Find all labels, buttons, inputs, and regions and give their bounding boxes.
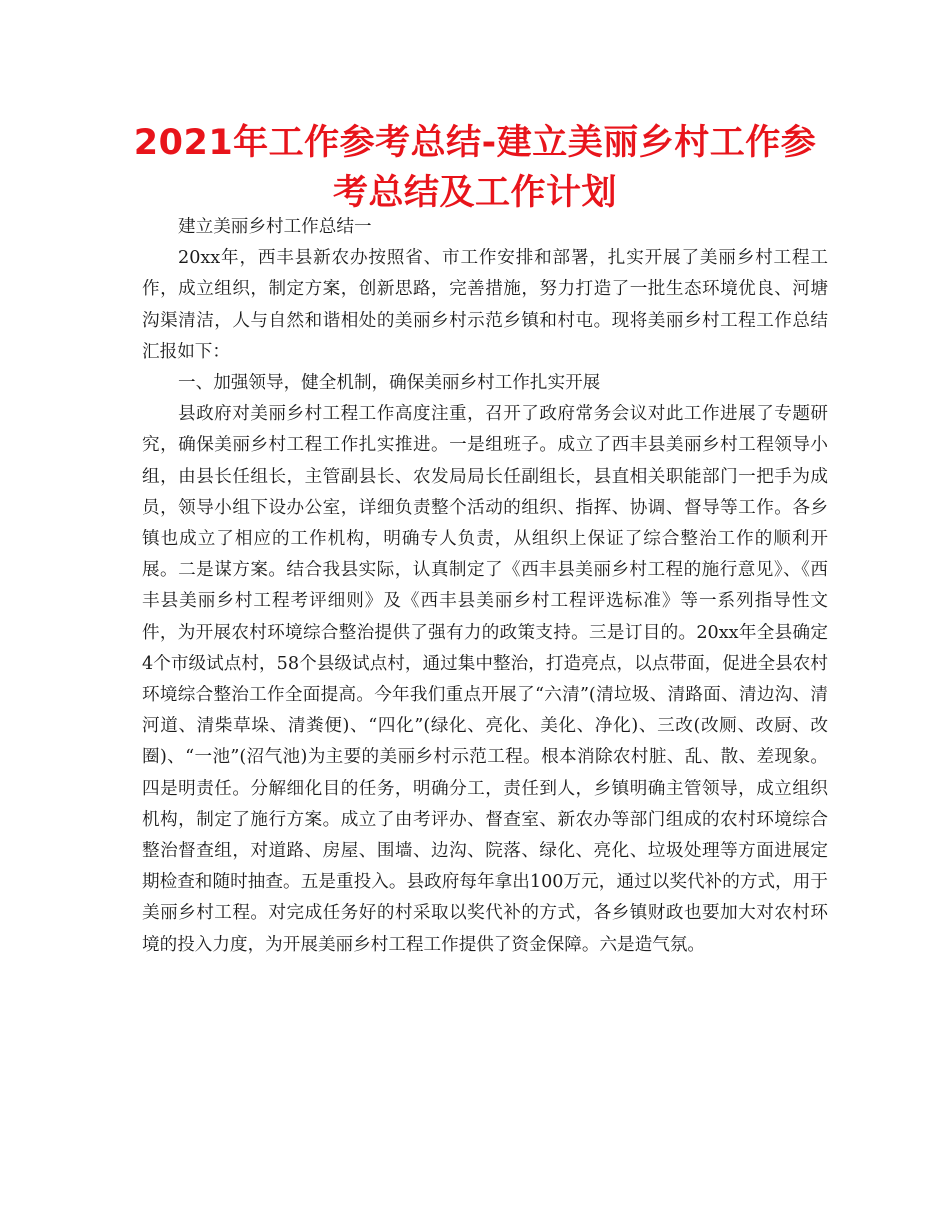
section-heading: 建立美丽乡村工作总结一 xyxy=(178,217,372,237)
document-body xyxy=(142,212,828,961)
section-heading: 一、加强领导，健全机制，确保美丽乡村工作扎实开展 xyxy=(178,373,601,394)
body-paragraph: 县政府对美丽乡村工程工作高度注重，召开了政府常务会议对此工作进展了专题研究，确保美丽乡村工程工作扎实推进。一是组班子。成立了西丰县美丽乡村工程领导小组，由县长任组长，主管副县长、农发局局长任副组长，县直相关职能部门一把手为成员，领导小组下设办公室，详细负责整个活动的组织、指挥、协调、督导等工作。各乡镇也成立了相应的工作机构，明确专人负责，从组织上保证了综合整治工作的顺利开展。二是谋方案。结合我县实际，认真制定了《西丰县美丽乡村工程的施行意见》、《西丰县美丽乡村工程考评细则》及《西丰县美丽乡村工程评选标准》等一系列指导性文件，为开展农村环境综合整治提供了强有力的政策支持。三是订目的。20xx年全县确定4个市级试点村，58个县级试点村，通过集中整治，打造亮点，以点带面，促进全县农村环境综合整治工作全面提高。今年我们重点开展了“六清”(清垃圾、清路面、清边沟、清河道、清柴草垛、清粪便)、“四化”(绿化、亮化、美化、净化)、三改(改厕、改厨、改圈)、“一池”(沼气池)为主要的美丽乡村示范工程。根本消除农村脏、乱、散、差现象。四是明责任。分解细化目的任务，明确分工，责任到人，乡镇明确主管领导，成立组织机构，制定了施行方案。成立了由考评办、督查室、新农办等部门组成的农村环境综合整治督查组，对道路、房屋、围墙、边沟、院落、绿化、亮化、垃圾处理等方面进展定期检查和随时抽查。五是重投入。县政府每年拿出100万元，通过以奖代补的方式，用于美丽乡村工程。对完成任务好的村采取以奖代补的方式，各乡镇财政也要加大对农村环境的投入力度，为开展美丽乡村工程工作提供了资金保障。六是造气氛。 xyxy=(142,404,828,955)
document-title: 2021年工作参考总结-建立美丽乡村工作参考总结及工作计划 xyxy=(133,123,817,213)
body-paragraph: 20xx年，西丰县新农办按照省、市工作安排和部署，扎实开展了美丽乡村工程工作，成立组织，制定方案，创新思路，完善措施，努力打造了一批生态环境优良、河塘沟渠清洁，人与自然和谐相处的美丽乡村示范乡镇和村屯。现将美丽乡村工程工作总结汇报如下： xyxy=(142,248,828,362)
